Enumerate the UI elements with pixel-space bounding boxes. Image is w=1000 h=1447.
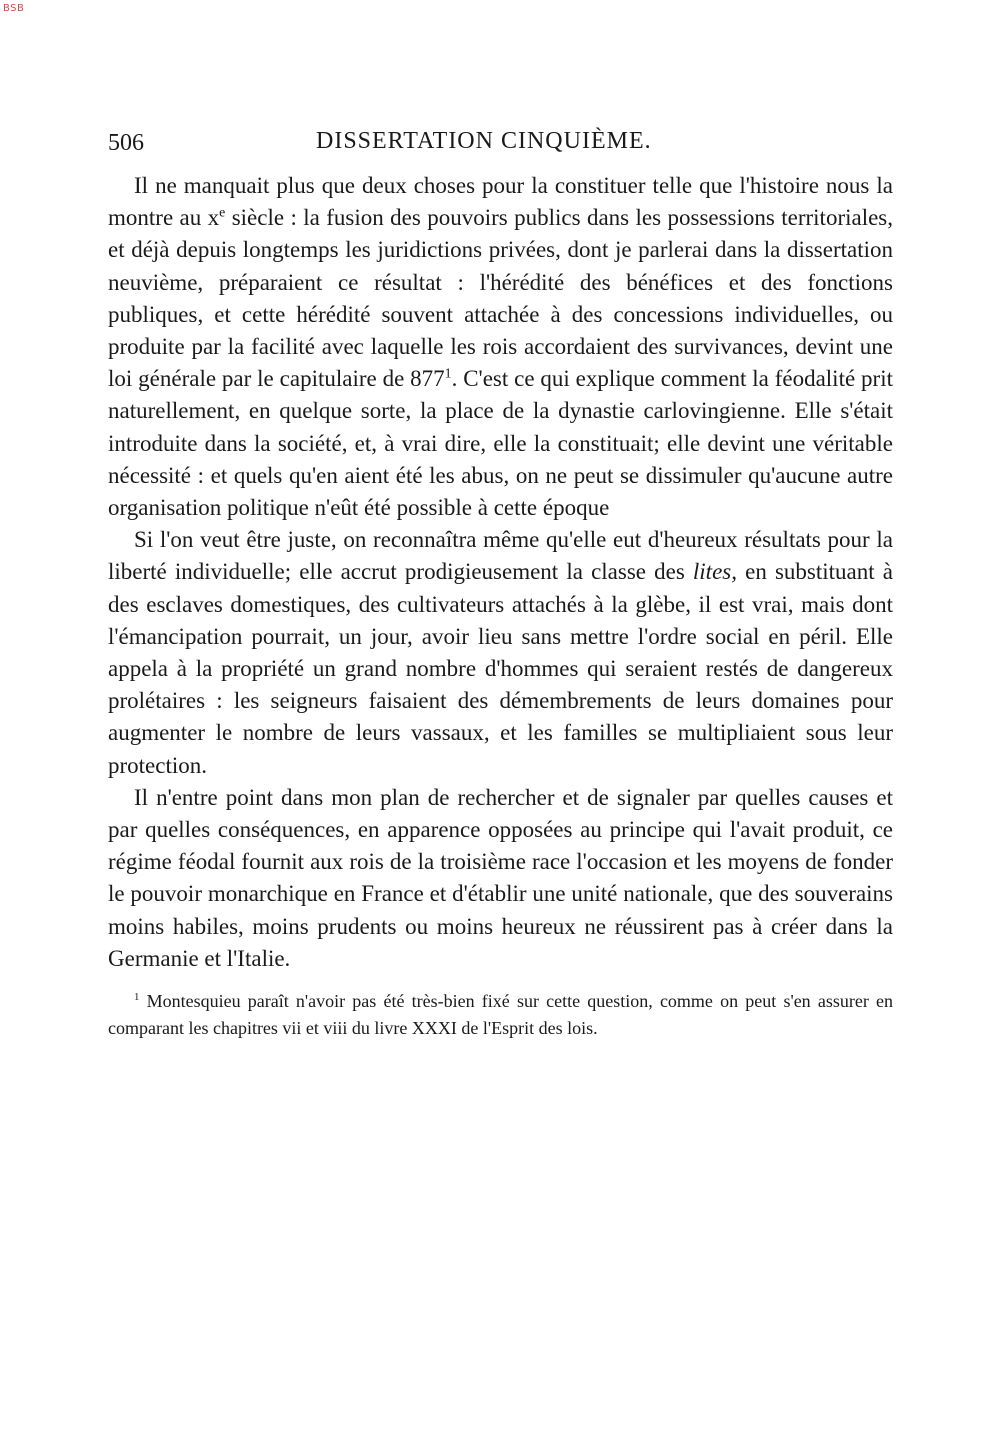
paragraph-1 — [108, 170, 893, 524]
page-number: 506 — [108, 130, 144, 156]
footnote-marker: 1 — [134, 991, 140, 1004]
paragraph-2 — [108, 524, 893, 782]
text-segment: Si l'on veut être juste, on reconnaîtra même qu'elle eut d'heureux résultats pour la liberté individuelle; elle accrut prodigieusement la classe des — [108, 527, 893, 585]
page-content — [108, 124, 893, 1042]
text-segment: en substituant à des esclaves domestiques, des cultivateurs attachés à la glèbe, il est vrai, mais dont l'émancipation pourrait, un jour, avoir lieu sans mettre l'ordre social en péril. Elle appela à la propriété un grand nombre d'hommes qui seraient restés de dangereux prolétaires : les seigneurs faisaient des démembrements de leurs domaines pour augmenter le nombre de leurs vassaux, et les familles se multipliaient sous leur protection. — [108, 559, 893, 778]
library-watermark: BSB — [3, 3, 25, 14]
paragraph-3 — [108, 782, 893, 975]
italic-term: lites, — [692, 559, 737, 585]
text-segment: Il n'entre point dans mon plan de rechercher et de signaler par quelles causes et par quelles conséquences, en apparence opposées au principe qui l'avait produit, ce régime féodal fournit aux rois de la troisième race l'occasion et les moyens de fonder le pouvoir monarchique en France et d'établir une unité nationale, que des souverains moins habiles, moins prudents ou moins heureux ne réussirent pas à créer dans la Germanie et l'Italie. — [108, 784, 893, 971]
footnote — [108, 988, 893, 1042]
running-title: DISSERTATION CINQUIÈME. — [316, 128, 652, 154]
text-segment: siècle : la fusion des pouvoirs publics dans les possessions territoriales, et déjà depuis longtemps les juridictions privées, dont je parlerai dans la dissertation neuvième, préparaient ce résultat : l'hérédité des bénéfices et des fonctions publiques, et cette hérédité souvent attachée à des concessions individuelles, ou produite par la facilité avec laquelle les rois accordaient des survivances, devint une loi générale par le capitulaire de 877 — [108, 205, 893, 392]
footnote-text: Montesquieu paraît n'avoir pas été très-bien fixé sur cette question, comme on peut s'en assurer en comparant les chapitres vii et viii du livre XXXI de l'Esprit des lois. — [108, 991, 893, 1039]
body-text — [108, 170, 893, 975]
text-segment: Il ne manquait plus que deux choses pour la constituer telle que l'histoire nous la montre au x — [108, 173, 893, 231]
page-header — [108, 124, 893, 164]
text-segment: . C'est ce qui explique comment la féodalité prit naturellement, en quelque sorte, la place de la dynastie carlovingienne. Elle s'était introduite dans la société, et, à vrai dire, elle la constituait; elle devint une véritable nécessité : et quels qu'en aient été les abus, on ne peut se dissimuler qu'aucune autre organisation politique n'eût été possible à cette époque — [108, 366, 893, 521]
superscript-ordinal: e — [219, 204, 226, 220]
footnote-reference: 1 — [444, 365, 452, 381]
